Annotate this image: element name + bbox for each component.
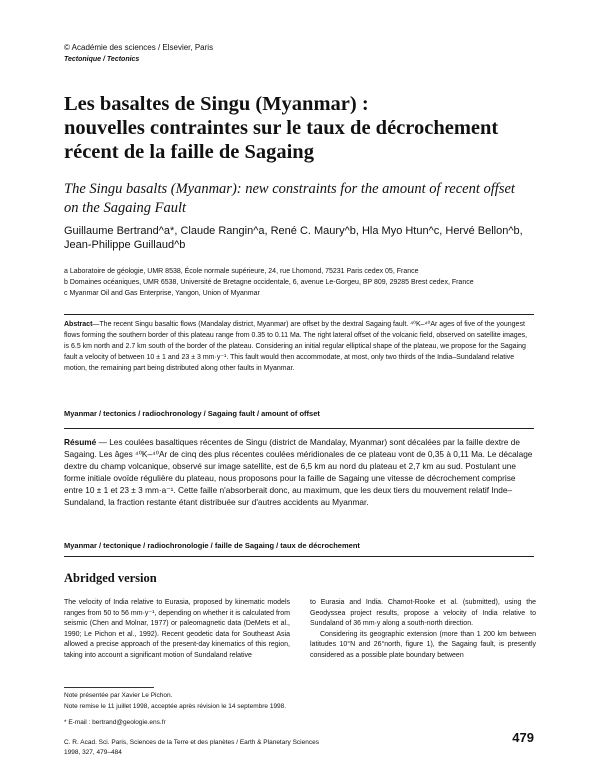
affiliation-b: b Domaines océaniques, UMR 6538, Université de Bretagne occidentale, 6, avenue Le-Gorgeu, BP 809, 29285 Brest cedex, France	[64, 279, 474, 286]
title-line-3: récent de la faille de Sagaing	[64, 141, 314, 163]
resume-text: — Les coulées basaltiques récentes de Singu (district de Mandalay, Myanmar) sont décalées par la faille dextre de Sagaing. Les âges ⁴⁰K–⁴⁰Ar de cinq des plus récentes coulées méridionales de ce plateau vont de 0,35 à 0,11 Ma. Le décalage dextre du champ volcanique, observé sur image satellite, est de 6,5 km au nord du plateau et 2,7 km au sud. Postulant une forme initiale ovoïde régulière du plateau, nous proposons pour la faille de Sagaing une vitesse de décrochement comprise entre 10 ± 1 et 23 ± 3 mm·a⁻¹. Cette faille n'absorberait donc, au maximum, que les deux tiers du mouvement relatif Inde–Sundaland, la fraction restante étant distribuée sur d'autres accidents au Myanmar.	[64, 437, 533, 507]
abstract-label: Abstract	[64, 321, 93, 328]
affiliation-a: a Laboratoire de géologie, UMR 8538, École normale supérieure, 24, rue Lhomond, 75231 Paris cedex 05, France	[64, 268, 419, 275]
article-title	[64, 92, 564, 164]
section-label: Tectonique / Tectonics	[64, 56, 140, 63]
divider	[64, 428, 534, 429]
copyright-line: © Académie des sciences / Elsevier, Paris	[64, 43, 214, 52]
footnote-rule	[64, 687, 154, 688]
footnote-presented: Note présentée par Xavier Le Pichon.	[64, 692, 173, 699]
resume-label: Résumé	[64, 437, 97, 447]
english-title	[64, 180, 564, 218]
abstract	[64, 320, 534, 375]
title-line-2: nouvelles contraintes sur le taux de décrochement	[64, 117, 499, 139]
footnote-dates: Note remise le 11 juillet 1998, acceptée après révision le 14 septembre 1998.	[64, 703, 287, 710]
resume	[64, 436, 534, 508]
subtitle-line-2: on the Sagaing Fault	[64, 200, 187, 216]
authors-line-2: Jean-Philippe Guillaud^b	[64, 239, 186, 251]
subtitle-line-1: The Singu basalts (Myanmar): new constraints for the amount of recent offset	[64, 181, 515, 197]
body-column-left: The velocity of India relative to Eurasia, proposed by kinematic models ranges from 50 to 56 mm·y⁻¹, depending on whether it is calculated from seismic (Chen and Molnar, 1977) or paleomagnetic data (DeMets et al., 1990; Le Pichon et al., 1992). Recent geodetic data for Southeast Asia allowed a precise approach of the present-day kinematics of this region, taking into account a significant motion of Sundaland relative	[64, 599, 290, 659]
journal-line-1: C. R. Acad. Sci. Paris, Sciences de la Terre et des planètes / Earth & Planetary Sciences	[64, 739, 319, 746]
keywords-english: Myanmar / tectonics / radiochronology / Sagaing fault / amount of offset	[64, 409, 320, 418]
affiliations	[64, 266, 584, 299]
paragraph: to Eurasia and India. Chamot-Rooke et al. (submitted), using the Geodyssea project results, propose a velocity of India relative to Sundaland of 36 mm·y along a south-north direction.	[310, 599, 536, 627]
affiliation-c: c Myanmar Oil and Gas Enterprise, Yangon, Union of Myanmar	[64, 290, 260, 297]
footnote-email: * E-mail : bertrand@geologie.ens.fr	[64, 719, 166, 726]
keywords-french: Myanmar / tectonique / radiochronologie / faille de Sagaing / taux de décrochement	[64, 541, 360, 550]
abstract-text: —The recent Singu basaltic flows (Mandalay district, Myanmar) are offset by the dextral Sagaing fault. ⁴⁰K–⁴⁰Ar ages of five of the youngest flows forming the southern border of this plateau range from 0.35 to 0.11 Ma. The right lateral offset of the volcanic field, observed on satellite images, is 6.5 km north and 2.7 km south of the border of the plateau. Considering an initial regular elliptical shape of the plateau, we propose for the Sagaing fault a velocity of between 10 ± 1 and 23 ± 3 mm·y⁻¹. This fault would then accommodate, at most, only two thirds of the India–Sundaland relative motion, the remaining part being distributed along other faults in Myanmar.	[64, 321, 528, 372]
authors-line-1: Guillaume Bertrand^a*, Claude Rangin^a, René C. Maury^b, Hla Myo Htun^c, Hervé Bellon^b,	[64, 225, 523, 237]
divider	[64, 556, 534, 557]
title-line-1: Les basaltes de Singu (Myanmar) :	[64, 93, 369, 115]
journal-line-2: 1998, 327, 479–484	[64, 749, 122, 756]
page-number: 479	[512, 730, 534, 745]
journal-footer	[64, 738, 444, 758]
authors	[64, 224, 564, 252]
paragraph: Considering its geographic extension (more than 1 200 km between latitudes 10°N and 26°north, figure 1), the Sagaing fault, is presently considered as a possible plate boundary between	[310, 630, 536, 659]
body-column-right	[310, 598, 536, 661]
divider	[64, 314, 534, 315]
section-heading: Abridged version	[64, 571, 157, 585]
